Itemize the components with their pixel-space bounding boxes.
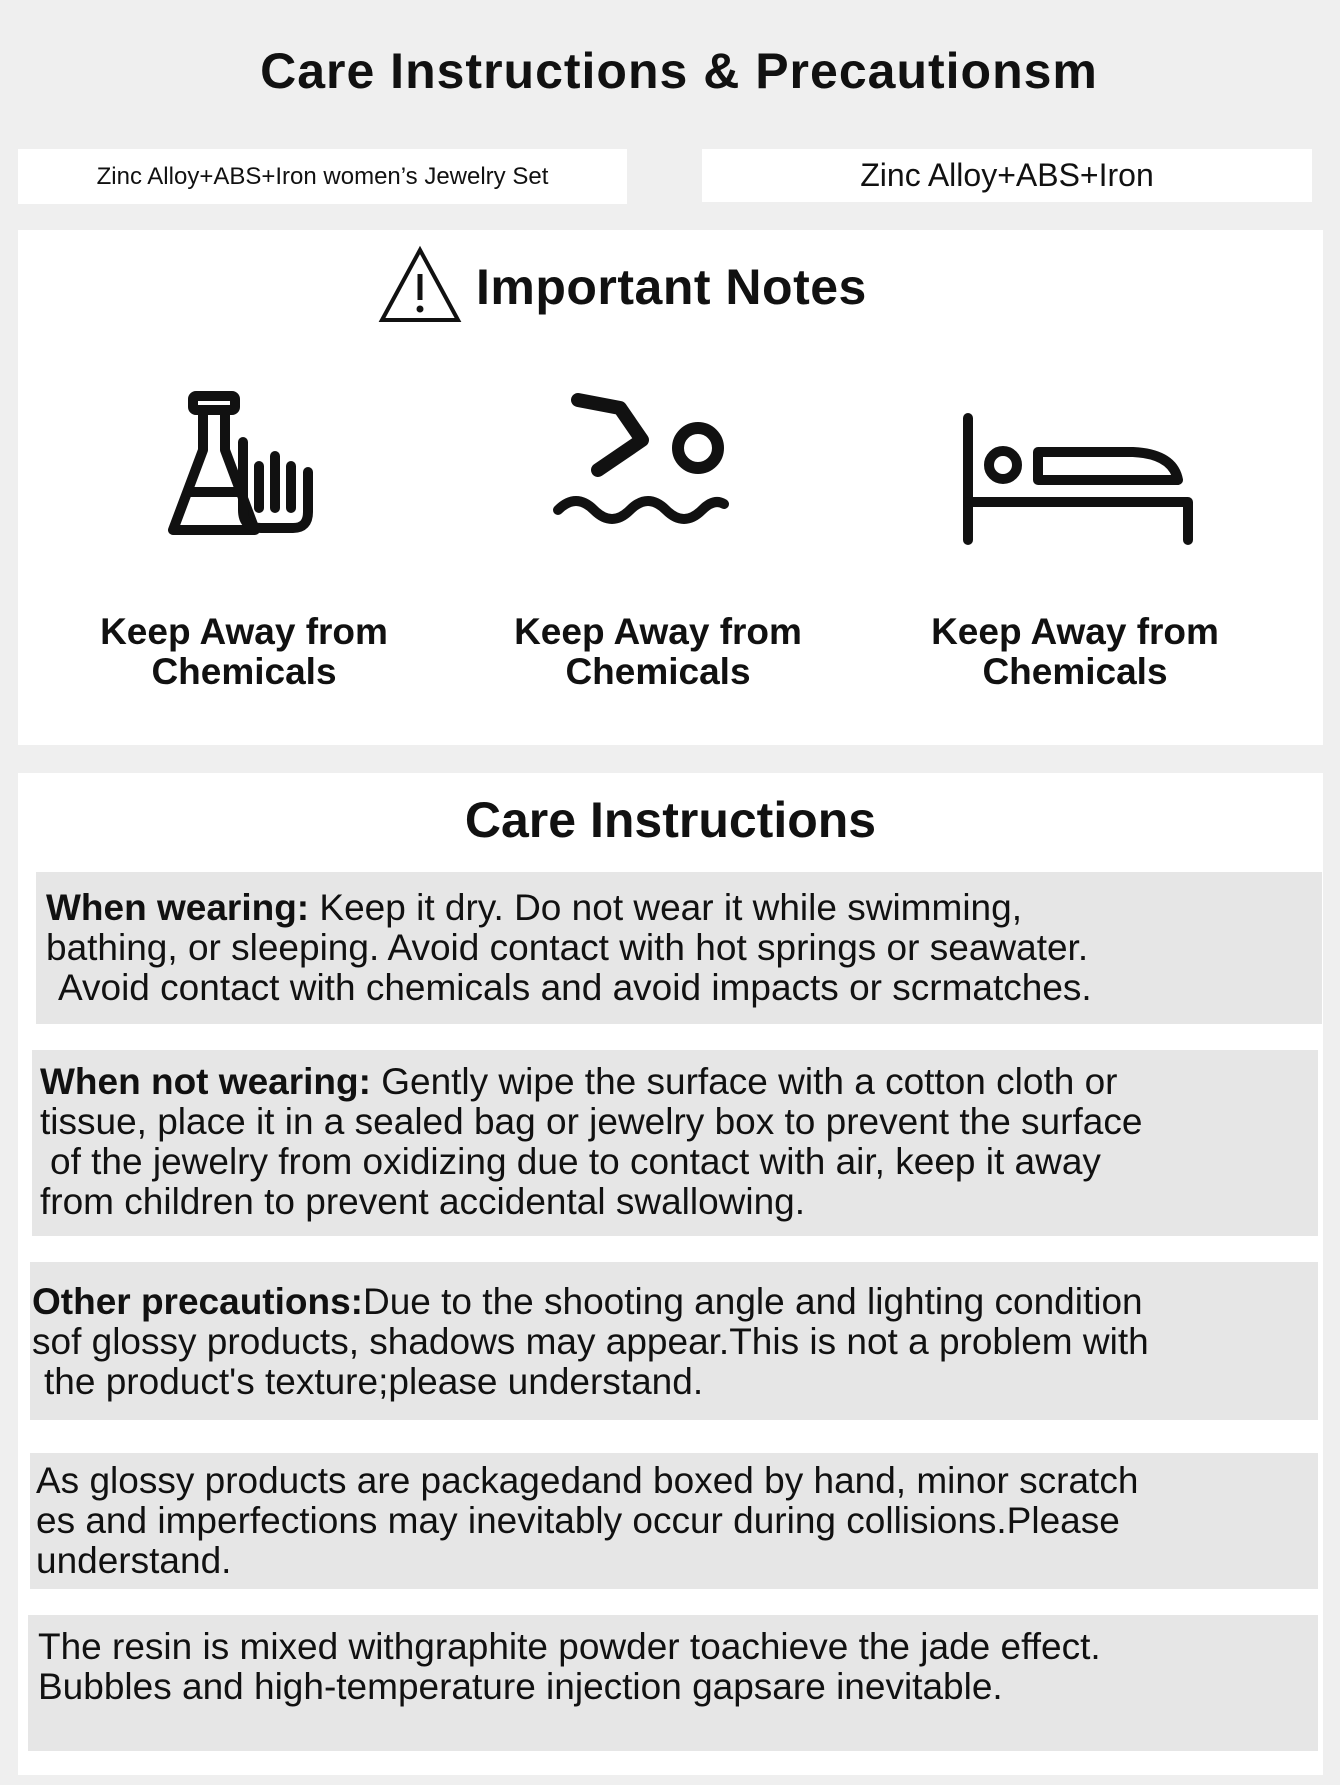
note-label-3	[905, 612, 1245, 692]
product-name-text: Zinc Alloy+ABS+Iron women’s Jewelry Set	[96, 162, 549, 190]
when-not-wearing-label: When not wearing:	[40, 1061, 371, 1102]
glossy-products-line3: understand.	[36, 1540, 232, 1581]
resin-block	[28, 1615, 1318, 1751]
material-label	[702, 149, 1312, 202]
other-precautions-line3: the product's texture;please understand.	[44, 1361, 704, 1402]
other-precautions-label: Other precautions:	[32, 1281, 363, 1322]
other-precautions-line1	[32, 1282, 1316, 1322]
page-title: Care Instructions & Precautionsm	[260, 43, 1098, 99]
glossy-products-line2: es and imperfections may inevitably occur during collisions.Please	[36, 1500, 1120, 1541]
when-not-wearing-line1	[40, 1062, 1310, 1102]
note-label-2-line2: Chemicals	[565, 651, 751, 692]
when-not-wearing-text-1: Gently wipe the surface with a cotton cloth or	[370, 1061, 1118, 1102]
when-wearing-line2: bathing, or sleeping. Avoid contact with hot springs or seawater.	[46, 927, 1089, 968]
warning-triangle-icon	[378, 244, 462, 331]
when-wearing-line1	[46, 888, 1312, 928]
when-not-wearing-line2: tissue, place it in a sealed bag or jewelry box to prevent the surface	[40, 1101, 1143, 1142]
note-label-3-line2: Chemicals	[982, 651, 1168, 692]
chemical-flask-icon	[163, 380, 333, 550]
note-label-1-line1: Keep Away from	[100, 611, 388, 652]
when-wearing-line3: Avoid contact with chemicals and avoid impacts or scrmatches.	[58, 967, 1092, 1008]
when-wearing-block	[36, 872, 1322, 1024]
product-name-label	[18, 149, 627, 204]
note-label-2	[488, 612, 828, 692]
material-text: Zinc Alloy+ABS+Iron	[860, 157, 1154, 193]
other-precautions-block	[30, 1262, 1318, 1420]
when-not-wearing-block	[32, 1050, 1318, 1236]
resin-line1: The resin is mixed withgraphite powder toachieve the jade effect.	[38, 1626, 1101, 1667]
important-notes-title: Important Notes	[476, 259, 867, 315]
glossy-products-line1: As glossy products are packagedand boxed by hand, minor scratch	[36, 1460, 1139, 1501]
important-notes-heading	[378, 242, 867, 332]
note-label-3-line1: Keep Away from	[931, 611, 1219, 652]
resin-line2: Bubbles and high-temperature injection gapsare inevitable.	[38, 1666, 1003, 1707]
care-instructions-panel	[18, 773, 1323, 1775]
other-precautions-text-1: Due to the shooting angle and lighting condition	[363, 1281, 1143, 1322]
important-notes-panel	[18, 230, 1323, 745]
care-instructions-title: Care Instructions	[464, 792, 877, 848]
glossy-products-block	[30, 1453, 1318, 1589]
note-label-2-line1: Keep Away from	[514, 611, 802, 652]
when-not-wearing-line3: of the jewelry from oxidizing due to contact with air, keep it away	[50, 1141, 1101, 1182]
when-not-wearing-line4: from children to prevent accidental swallowing.	[40, 1181, 806, 1222]
when-wearing-text-1: Keep it dry. Do not wear it while swimming,	[309, 887, 1022, 928]
other-precautions-line2: sof glossy products, shadows may appear.This is not a problem with	[32, 1321, 1149, 1362]
note-label-1	[74, 612, 414, 692]
bed-icon	[958, 410, 1198, 550]
note-label-1-line2: Chemicals	[151, 651, 337, 692]
swimming-icon	[538, 380, 738, 540]
when-wearing-label: When wearing:	[46, 887, 310, 928]
